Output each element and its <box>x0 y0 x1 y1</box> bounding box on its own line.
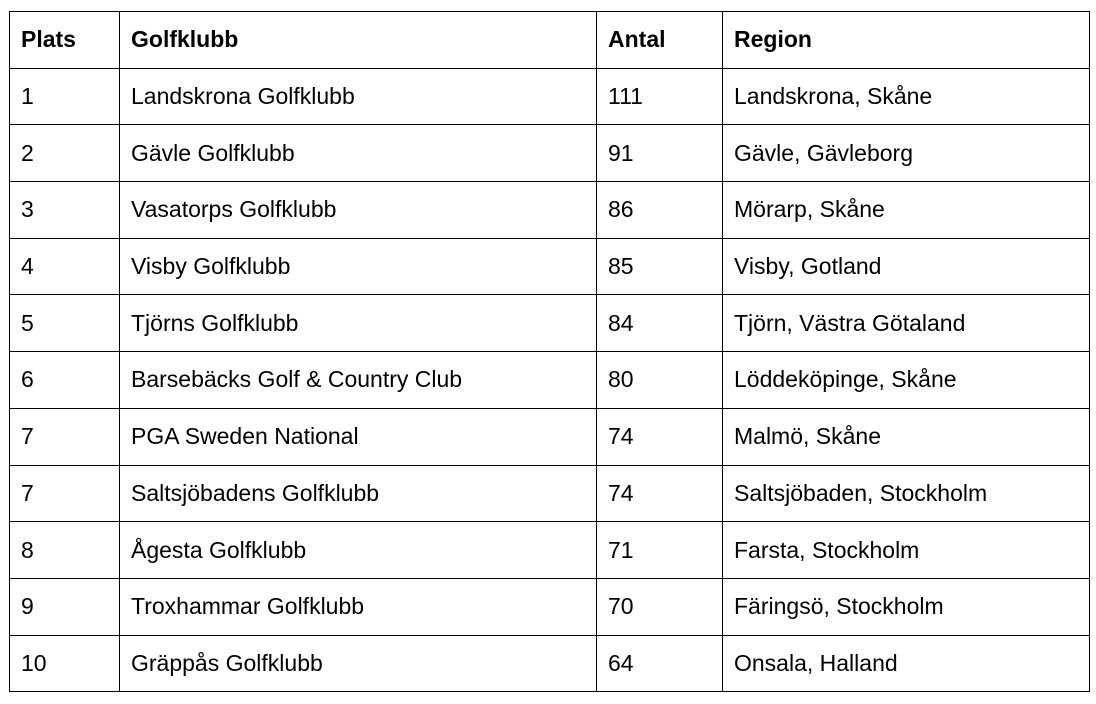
cell-antal: 70 <box>597 578 723 635</box>
cell-plats: 1 <box>10 68 120 125</box>
cell-region: Mörarp, Skåne <box>723 182 1090 239</box>
cell-golfklubb: PGA Sweden National <box>120 408 597 465</box>
cell-plats: 10 <box>10 635 120 692</box>
cell-plats: 7 <box>10 408 120 465</box>
cell-antal: 85 <box>597 238 723 295</box>
cell-antal: 64 <box>597 635 723 692</box>
cell-golfklubb: Saltsjöbadens Golfklubb <box>120 465 597 522</box>
cell-golfklubb: Visby Golfklubb <box>120 238 597 295</box>
header-antal: Antal <box>597 12 723 69</box>
table-row <box>10 408 1090 465</box>
cell-region: Visby, Gotland <box>723 238 1090 295</box>
cell-plats: 7 <box>10 465 120 522</box>
cell-plats: 9 <box>10 578 120 635</box>
cell-plats: 8 <box>10 522 120 579</box>
cell-plats: 2 <box>10 125 120 182</box>
cell-region: Tjörn, Västra Götaland <box>723 295 1090 352</box>
cell-antal: 111 <box>597 68 723 125</box>
table-row <box>10 125 1090 182</box>
table-row <box>10 522 1090 579</box>
cell-golfklubb: Tjörns Golfklubb <box>120 295 597 352</box>
cell-antal: 74 <box>597 408 723 465</box>
cell-region: Gävle, Gävleborg <box>723 125 1090 182</box>
table-row <box>10 352 1090 409</box>
cell-plats: 3 <box>10 182 120 239</box>
table-row <box>10 295 1090 352</box>
table-row <box>10 238 1090 295</box>
header-plats: Plats <box>10 12 120 69</box>
table-row <box>10 68 1090 125</box>
table-header-row <box>10 12 1090 69</box>
cell-plats: 5 <box>10 295 120 352</box>
cell-antal: 74 <box>597 465 723 522</box>
header-region: Region <box>723 12 1090 69</box>
cell-region: Saltsjöbaden, Stockholm <box>723 465 1090 522</box>
cell-region: Löddeköpinge, Skåne <box>723 352 1090 409</box>
cell-golfklubb: Gräppås Golfklubb <box>120 635 597 692</box>
cell-golfklubb: Troxhammar Golfklubb <box>120 578 597 635</box>
cell-region: Farsta, Stockholm <box>723 522 1090 579</box>
golf-club-ranking-table <box>9 11 1090 692</box>
cell-region: Färingsö, Stockholm <box>723 578 1090 635</box>
cell-antal: 91 <box>597 125 723 182</box>
cell-antal: 84 <box>597 295 723 352</box>
table-row <box>10 578 1090 635</box>
cell-plats: 6 <box>10 352 120 409</box>
cell-golfklubb: Gävle Golfklubb <box>120 125 597 182</box>
cell-antal: 71 <box>597 522 723 579</box>
table-row <box>10 182 1090 239</box>
cell-antal: 80 <box>597 352 723 409</box>
table-row <box>10 635 1090 692</box>
cell-antal: 86 <box>597 182 723 239</box>
cell-region: Onsala, Halland <box>723 635 1090 692</box>
cell-golfklubb: Ågesta Golfklubb <box>120 522 597 579</box>
cell-region: Landskrona, Skåne <box>723 68 1090 125</box>
cell-golfklubb: Barsebäcks Golf & Country Club <box>120 352 597 409</box>
table-row <box>10 465 1090 522</box>
cell-golfklubb: Landskrona Golfklubb <box>120 68 597 125</box>
header-golfklubb: Golfklubb <box>120 12 597 69</box>
cell-golfklubb: Vasatorps Golfklubb <box>120 182 597 239</box>
cell-plats: 4 <box>10 238 120 295</box>
cell-region: Malmö, Skåne <box>723 408 1090 465</box>
